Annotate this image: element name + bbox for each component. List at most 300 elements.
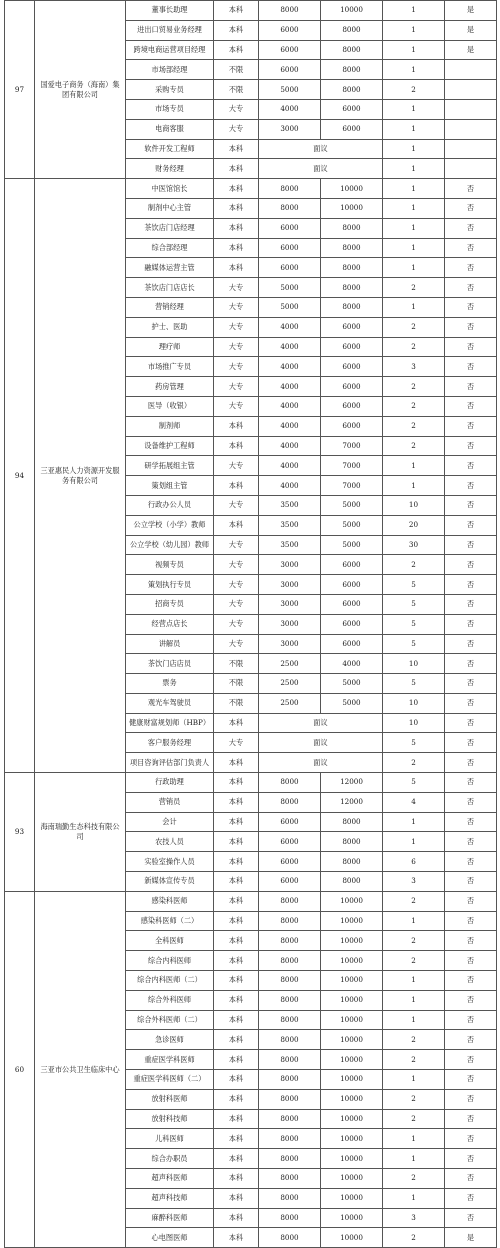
salary-max-cell: 12000 [321,792,383,812]
education-cell: 本科 [214,1050,259,1070]
flag-cell: 否 [445,1070,497,1090]
flag-cell: 否 [445,990,497,1010]
headcount-cell: 2 [383,1228,445,1248]
headcount-cell: 5 [383,773,445,793]
flag-cell: 否 [445,238,497,258]
salary-max-cell: 6000 [321,317,383,337]
position-cell: 新媒体宣传专员 [126,872,214,892]
position-cell: 急诊医师 [126,1030,214,1050]
flag-cell [445,159,497,179]
salary-min-cell: 8000 [259,1208,321,1228]
salary-min-cell: 2500 [259,693,321,713]
education-cell: 大专 [214,377,259,397]
flag-cell: 否 [445,733,497,753]
salary-min-cell: 3500 [259,495,321,515]
education-cell: 本科 [214,911,259,931]
salary-max-cell: 8000 [321,832,383,852]
salary-min-cell: 8000 [259,1109,321,1129]
education-cell: 本科 [214,436,259,456]
flag-cell: 否 [445,1188,497,1208]
flag-cell: 否 [445,1169,497,1189]
position-cell: 营销经理 [126,297,214,317]
flag-cell: 否 [445,1050,497,1070]
education-cell: 本科 [214,1169,259,1189]
salary-min-cell: 6000 [259,872,321,892]
flag-cell [445,119,497,139]
education-cell: 本科 [214,416,259,436]
table-row [5,179,497,199]
headcount-cell: 2 [383,951,445,971]
flag-cell: 否 [445,693,497,713]
flag-cell: 否 [445,179,497,199]
position-cell: 茶饮门店店员 [126,654,214,674]
education-cell: 本科 [214,515,259,535]
salary-max-cell: 6000 [321,555,383,575]
flag-cell: 否 [445,773,497,793]
education-cell: 本科 [214,238,259,258]
education-cell: 本科 [214,1228,259,1248]
headcount-cell: 2 [383,377,445,397]
headcount-cell: 2 [383,317,445,337]
salary-min-cell: 4000 [259,377,321,397]
flag-cell: 否 [445,1010,497,1030]
salary-min-cell: 3500 [259,515,321,535]
education-cell: 大专 [214,594,259,614]
headcount-cell: 20 [383,515,445,535]
company-number: 97 [5,1,35,179]
salary-max-cell: 8000 [321,218,383,238]
salary-negotiable-cell: 面议 [259,713,383,733]
headcount-cell: 1 [383,1149,445,1169]
flag-cell: 否 [445,535,497,555]
headcount-cell: 1 [383,60,445,80]
education-cell: 本科 [214,832,259,852]
position-cell: 会计 [126,812,214,832]
flag-cell: 否 [445,951,497,971]
salary-max-cell: 8000 [321,812,383,832]
headcount-cell: 2 [383,931,445,951]
flag-cell: 否 [445,357,497,377]
salary-max-cell: 10000 [321,1050,383,1070]
position-cell: 全科医师 [126,931,214,951]
salary-max-cell: 6000 [321,99,383,119]
flag-cell: 否 [445,654,497,674]
salary-max-cell: 7000 [321,456,383,476]
flag-cell: 否 [445,931,497,951]
position-cell: 儿科医师 [126,1129,214,1149]
salary-max-cell: 5000 [321,693,383,713]
salary-max-cell: 10000 [321,1010,383,1030]
company-name: 三亚市公共卫生临床中心 [35,891,126,1247]
salary-min-cell: 8000 [259,1,321,21]
position-cell: 综合外科医师 [126,990,214,1010]
salary-min-cell: 4000 [259,337,321,357]
headcount-cell: 1 [383,20,445,40]
salary-min-cell: 2500 [259,674,321,694]
flag-cell: 否 [445,971,497,991]
salary-max-cell: 8000 [321,872,383,892]
education-cell: 大专 [214,278,259,298]
table-row [5,773,497,793]
company-number: 94 [5,179,35,773]
education-cell: 本科 [214,476,259,496]
flag-cell: 否 [445,396,497,416]
salary-min-cell: 3000 [259,119,321,139]
headcount-cell: 1 [383,1070,445,1090]
salary-max-cell: 10000 [321,951,383,971]
flag-cell: 否 [445,1208,497,1228]
position-cell: 超声科技师 [126,1188,214,1208]
headcount-cell: 1 [383,218,445,238]
education-cell: 本科 [214,198,259,218]
position-cell: 营销员 [126,792,214,812]
salary-max-cell: 10000 [321,1070,383,1090]
company-name: 海南瑞勤生态科技有限公司 [35,773,126,892]
headcount-cell: 1 [383,476,445,496]
education-cell: 大专 [214,555,259,575]
position-cell: 董事长助理 [126,1,214,21]
position-cell: 放射科技师 [126,1109,214,1129]
flag-cell: 否 [445,278,497,298]
salary-min-cell: 5000 [259,278,321,298]
salary-min-cell: 4000 [259,476,321,496]
flag-cell: 否 [445,555,497,575]
salary-max-cell: 10000 [321,179,383,199]
education-cell: 本科 [214,1208,259,1228]
headcount-cell: 1 [383,159,445,179]
salary-min-cell: 8000 [259,911,321,931]
education-cell: 不限 [214,60,259,80]
education-cell: 大专 [214,337,259,357]
flag-cell: 否 [445,594,497,614]
salary-min-cell: 3000 [259,614,321,634]
education-cell: 大专 [214,575,259,595]
salary-min-cell: 5000 [259,80,321,100]
salary-min-cell: 4000 [259,436,321,456]
position-cell: 综合办职员 [126,1149,214,1169]
headcount-cell: 10 [383,713,445,733]
salary-max-cell: 5000 [321,535,383,555]
education-cell: 本科 [214,258,259,278]
position-cell: 心电图医师 [126,1228,214,1248]
position-cell: 农技人员 [126,832,214,852]
flag-cell: 否 [445,317,497,337]
education-cell: 本科 [214,20,259,40]
flag-cell: 否 [445,792,497,812]
headcount-cell: 10 [383,693,445,713]
salary-max-cell: 7000 [321,476,383,496]
education-cell: 不限 [214,80,259,100]
salary-min-cell: 4000 [259,317,321,337]
education-cell: 本科 [214,1,259,21]
education-cell: 本科 [214,971,259,991]
flag-cell [445,80,497,100]
flag-cell: 否 [445,476,497,496]
salary-max-cell: 10000 [321,1,383,21]
position-cell: 讲解员 [126,634,214,654]
position-cell: 中医馆馆长 [126,179,214,199]
salary-max-cell: 10000 [321,1228,383,1248]
salary-max-cell: 10000 [321,990,383,1010]
salary-max-cell: 6000 [321,614,383,634]
flag-cell: 否 [445,911,497,931]
position-cell: 经营点店长 [126,614,214,634]
headcount-cell: 5 [383,634,445,654]
flag-cell: 否 [445,1030,497,1050]
headcount-cell: 1 [383,139,445,159]
salary-max-cell: 10000 [321,1129,383,1149]
education-cell: 本科 [214,218,259,238]
salary-min-cell: 8000 [259,931,321,951]
salary-max-cell: 5000 [321,495,383,515]
headcount-cell: 2 [383,1169,445,1189]
salary-min-cell: 8000 [259,1070,321,1090]
education-cell: 本科 [214,931,259,951]
salary-min-cell: 8000 [259,1169,321,1189]
salary-max-cell: 8000 [321,258,383,278]
position-cell: 研学拓展组主管 [126,456,214,476]
flag-cell: 否 [445,456,497,476]
flag-cell: 否 [445,416,497,436]
flag-cell: 是 [445,1228,497,1248]
position-cell: 超声科医师 [126,1169,214,1189]
headcount-cell: 5 [383,614,445,634]
salary-max-cell: 8000 [321,20,383,40]
position-cell: 策划组主管 [126,476,214,496]
headcount-cell: 2 [383,1050,445,1070]
salary-negotiable-cell: 面议 [259,139,383,159]
position-cell: 放射科医师 [126,1089,214,1109]
position-cell: 麻醉科医师 [126,1208,214,1228]
flag-cell: 是 [445,40,497,60]
job-listing-table [4,0,497,1248]
flag-cell: 否 [445,872,497,892]
salary-min-cell: 8000 [259,1228,321,1248]
headcount-cell: 2 [383,416,445,436]
education-cell: 本科 [214,872,259,892]
flag-cell: 否 [445,832,497,852]
position-cell: 视频专员 [126,555,214,575]
headcount-cell: 1 [383,40,445,60]
education-cell: 本科 [214,891,259,911]
education-cell: 大专 [214,535,259,555]
education-cell: 不限 [214,654,259,674]
headcount-cell: 2 [383,555,445,575]
flag-cell: 否 [445,634,497,654]
salary-min-cell: 8000 [259,1188,321,1208]
salary-max-cell: 10000 [321,1089,383,1109]
education-cell: 不限 [214,693,259,713]
flag-cell: 是 [445,1,497,21]
education-cell: 本科 [214,1188,259,1208]
education-cell: 本科 [214,40,259,60]
position-cell: 综合外科医师（二） [126,1010,214,1030]
salary-negotiable-cell: 面议 [259,733,383,753]
education-cell: 大专 [214,396,259,416]
headcount-cell: 30 [383,535,445,555]
position-cell: 跨境电商运营项目经理 [126,40,214,60]
education-cell: 本科 [214,951,259,971]
position-cell: 市场部经理 [126,60,214,80]
position-cell: 财务经理 [126,159,214,179]
headcount-cell: 5 [383,575,445,595]
position-cell: 项目咨询评估部门负责人 [126,753,214,773]
flag-cell: 否 [445,1129,497,1149]
position-cell: 感染科医师（二） [126,911,214,931]
education-cell: 本科 [214,159,259,179]
position-cell: 药房管理 [126,377,214,397]
position-cell: 采购专员 [126,80,214,100]
position-cell: 制剂中心主管 [126,198,214,218]
flag-cell: 否 [445,218,497,238]
headcount-cell: 1 [383,99,445,119]
salary-max-cell: 5000 [321,515,383,535]
headcount-cell: 1 [383,119,445,139]
headcount-cell: 2 [383,80,445,100]
salary-max-cell: 7000 [321,436,383,456]
position-cell: 重症医学科医师（二） [126,1070,214,1090]
education-cell: 大专 [214,614,259,634]
headcount-cell: 2 [383,337,445,357]
position-cell: 综合内科医师 [126,951,214,971]
education-cell: 本科 [214,1089,259,1109]
salary-min-cell: 6000 [259,832,321,852]
salary-max-cell: 10000 [321,1188,383,1208]
salary-min-cell: 8000 [259,1089,321,1109]
flag-cell: 否 [445,852,497,872]
headcount-cell: 3 [383,1208,445,1228]
education-cell: 本科 [214,753,259,773]
salary-max-cell: 8000 [321,238,383,258]
headcount-cell: 5 [383,733,445,753]
salary-max-cell: 5000 [321,674,383,694]
salary-min-cell: 3000 [259,575,321,595]
position-cell: 票务 [126,674,214,694]
flag-cell: 否 [445,1089,497,1109]
salary-max-cell: 10000 [321,1149,383,1169]
headcount-cell: 1 [383,832,445,852]
table-body [5,1,497,1248]
salary-max-cell: 6000 [321,634,383,654]
flag-cell: 否 [445,297,497,317]
position-cell: 进出口贸易业务经理 [126,20,214,40]
salary-max-cell: 8000 [321,60,383,80]
headcount-cell: 4 [383,792,445,812]
salary-max-cell: 10000 [321,931,383,951]
headcount-cell: 5 [383,674,445,694]
headcount-cell: 1 [383,911,445,931]
position-cell: 招商专员 [126,594,214,614]
salary-max-cell: 12000 [321,773,383,793]
headcount-cell: 2 [383,1109,445,1129]
headcount-cell: 2 [383,1030,445,1050]
salary-max-cell: 10000 [321,891,383,911]
headcount-cell: 1 [383,1,445,21]
headcount-cell: 1 [383,1188,445,1208]
salary-min-cell: 6000 [259,60,321,80]
salary-max-cell: 6000 [321,396,383,416]
headcount-cell: 1 [383,1010,445,1030]
position-cell: 行政办公人员 [126,495,214,515]
salary-negotiable-cell: 面议 [259,753,383,773]
headcount-cell: 3 [383,872,445,892]
headcount-cell: 2 [383,1089,445,1109]
salary-max-cell: 10000 [321,1030,383,1050]
salary-min-cell: 6000 [259,20,321,40]
salary-max-cell: 8000 [321,278,383,298]
flag-cell [445,139,497,159]
company-number: 60 [5,891,35,1247]
salary-min-cell: 2500 [259,654,321,674]
flag-cell: 否 [445,713,497,733]
salary-min-cell: 6000 [259,40,321,60]
position-cell: 综合部经理 [126,238,214,258]
headcount-cell: 1 [383,456,445,476]
headcount-cell: 1 [383,198,445,218]
education-cell: 大专 [214,456,259,476]
position-cell: 重症医学科医师 [126,1050,214,1070]
education-cell: 本科 [214,1070,259,1090]
flag-cell: 否 [445,337,497,357]
salary-min-cell: 8000 [259,1030,321,1050]
headcount-cell: 1 [383,297,445,317]
position-cell: 电商客服 [126,119,214,139]
education-cell: 不限 [214,674,259,694]
flag-cell: 否 [445,891,497,911]
salary-max-cell: 10000 [321,1109,383,1129]
table-row [5,1,497,21]
salary-min-cell: 8000 [259,792,321,812]
position-cell: 融媒体运营主管 [126,258,214,278]
education-cell: 本科 [214,1149,259,1169]
company-number: 93 [5,773,35,892]
headcount-cell: 10 [383,495,445,515]
headcount-cell: 3 [383,357,445,377]
salary-min-cell: 8000 [259,773,321,793]
salary-max-cell: 6000 [321,594,383,614]
salary-negotiable-cell: 面议 [259,159,383,179]
headcount-cell: 1 [383,179,445,199]
education-cell: 本科 [214,139,259,159]
flag-cell: 否 [445,436,497,456]
position-cell: 观光车驾驶员 [126,693,214,713]
headcount-cell: 1 [383,1129,445,1149]
salary-max-cell: 10000 [321,911,383,931]
position-cell: 市场推广专员 [126,357,214,377]
salary-min-cell: 8000 [259,990,321,1010]
education-cell: 大专 [214,733,259,753]
salary-min-cell: 3000 [259,594,321,614]
education-cell: 本科 [214,773,259,793]
position-cell: 医导（收银） [126,396,214,416]
flag-cell: 否 [445,1109,497,1129]
flag-cell: 否 [445,812,497,832]
education-cell: 大专 [214,297,259,317]
salary-min-cell: 3500 [259,535,321,555]
education-cell: 大专 [214,634,259,654]
salary-min-cell: 6000 [259,852,321,872]
position-cell: 理疗师 [126,337,214,357]
headcount-cell: 1 [383,812,445,832]
table-row [5,891,497,911]
position-cell: 综合内科医师（二） [126,971,214,991]
position-cell: 策划执行专员 [126,575,214,595]
headcount-cell: 6 [383,852,445,872]
salary-min-cell: 4000 [259,416,321,436]
headcount-cell: 2 [383,436,445,456]
education-cell: 本科 [214,1109,259,1129]
education-cell: 本科 [214,179,259,199]
